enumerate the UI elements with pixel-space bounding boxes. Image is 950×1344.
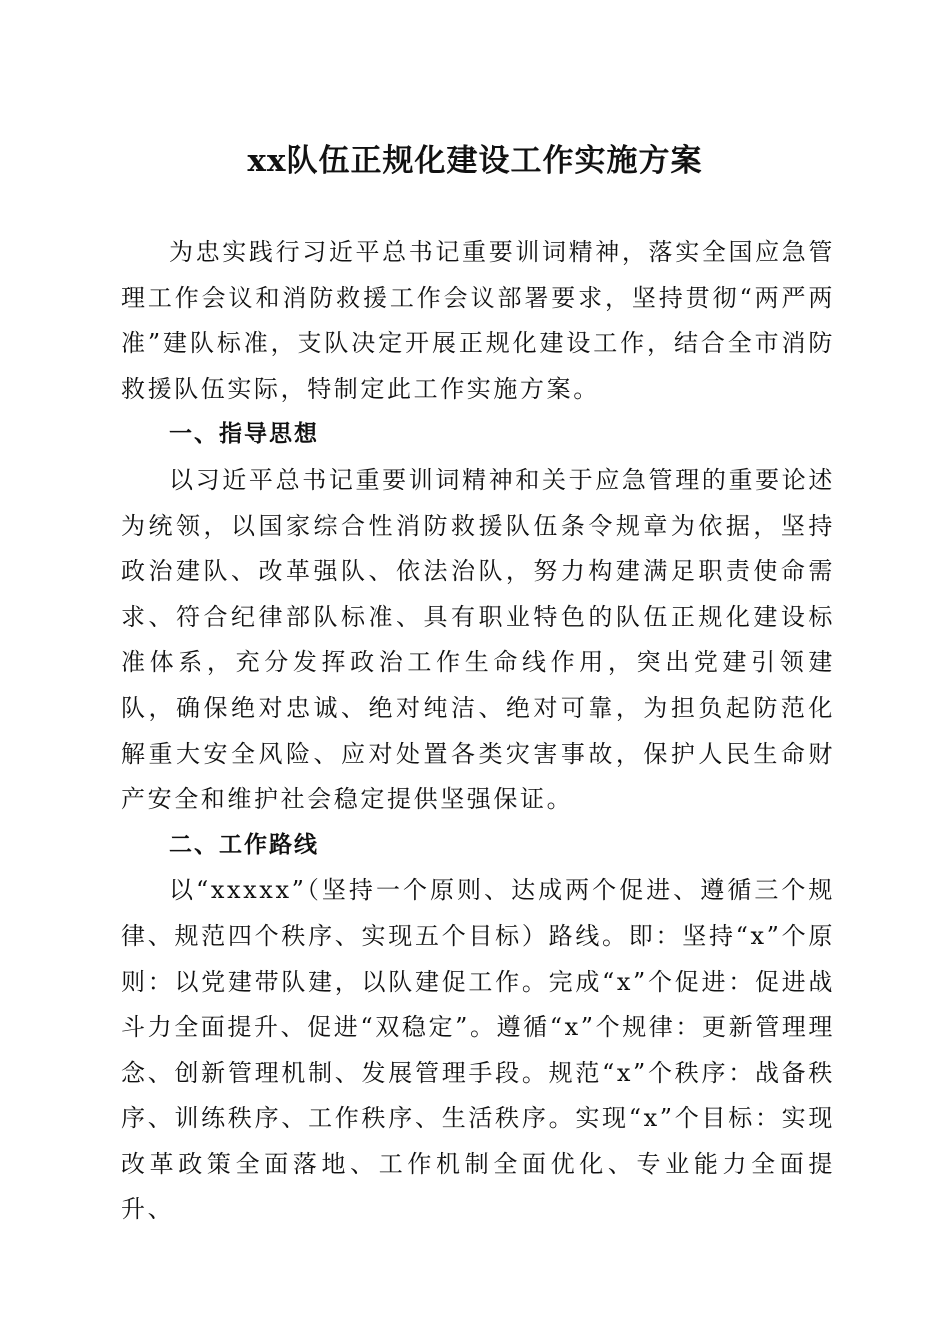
section-paragraph-work-route: 以“xxxxx”（坚持一个原则、达成两个促进、遵循三个规律、规范四个秩序、实现五个目标）路线。即：坚持“x”个原则：以党建带队建，以队建促工作。完成“x”个促进：促进战斗力全面提升、促进“双稳定”。遵循“x”个规律：更新管理理念、创新管理机制、发展管理手段。规范“x”个秩序：战备秩序、训练秩序、工作秩序、生活秩序。实现“x”个目标：实现改革政策全面落地、工作机制全面优化、专业能力全面提升、	[121, 876, 836, 1224]
section-heading-work-route: 二、工作路线	[169, 831, 319, 858]
section-paragraph-guiding-ideology: 以习近平总书记重要训词精神和关于应急管理的重要论述为统领，以国家综合性消防救援队伍条令规章为依据，坚持政治建队、改革强队、依法治队，努力构建满足职责使命需求、符合纪律部队标准、具有职业特色的队伍正规化建设标准体系，充分发挥政治工作生命线作用，突出党建引领建队，确保绝对忠诚、绝对纯洁、绝对可靠，为担负起防范化解重大安全风险、应对处置各类灾害事故，保护人民生命财产安全和维护社会稳定提供坚强保证。	[121, 465, 835, 814]
document-title: xx队伍正规化建设工作实施方案	[247, 143, 703, 179]
section-heading-guiding-ideology: 一、指导思想	[169, 421, 319, 448]
intro-paragraph: 为忠实践行习近平总书记重要训词精神，落实全国应急管理工作会议和消防救援工作会议部署要求，坚持贯彻“两严两准”建队标准，支队决定开展正规化建设工作，结合全市消防救援队伍实际，特制定此工作实施方案。	[121, 238, 835, 403]
document-body	[121, 230, 835, 1233]
